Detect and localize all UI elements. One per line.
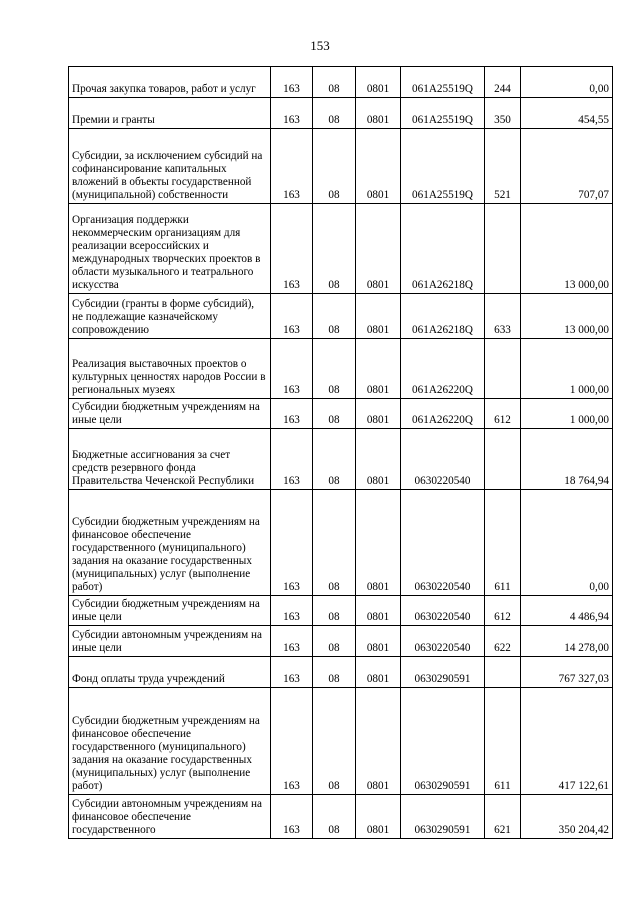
section-code: 08: [313, 626, 356, 657]
amount: 1 000,00: [521, 339, 613, 399]
section-code: 08: [313, 129, 356, 204]
subsection-code: 0801: [356, 204, 401, 294]
budget-table: [68, 66, 613, 839]
section-code: 08: [313, 429, 356, 490]
table-body: [69, 67, 613, 839]
target-article-code: 061A25519Q: [401, 67, 485, 98]
ministry-code: 163: [271, 795, 313, 839]
ministry-code: 163: [271, 204, 313, 294]
expense-type-code: 622: [485, 626, 521, 657]
table-row: [69, 67, 613, 98]
target-article-code: 0630220540: [401, 626, 485, 657]
section-code: 08: [313, 657, 356, 688]
row-description: Субсидии бюджетным учреждениям на финансовое обеспечение государственного (муниципального) задания на оказание государственных (муниципальных) услуг (выполнение работ): [69, 490, 271, 596]
section-code: 08: [313, 490, 356, 596]
section-code: 08: [313, 596, 356, 626]
ministry-code: 163: [271, 399, 313, 429]
expense-type-code: 611: [485, 490, 521, 596]
ministry-code: 163: [271, 626, 313, 657]
amount: 707,07: [521, 129, 613, 204]
table-row: [69, 98, 613, 129]
subsection-code: 0801: [356, 596, 401, 626]
expense-type-code: 612: [485, 596, 521, 626]
amount: 350 204,42: [521, 795, 613, 839]
row-description: Субсидии бюджетным учреждениям на финансовое обеспечение государственного (муниципального) задания на оказание государственных (муниципальных) услуг (выполнение работ): [69, 688, 271, 795]
ministry-code: 163: [271, 657, 313, 688]
ministry-code: 163: [271, 490, 313, 596]
ministry-code: 163: [271, 129, 313, 204]
row-description: Организация поддержки некоммерческим организациям для реализации всероссийских и международных творческих проектов в области музыкального и театрального искусства: [69, 204, 271, 294]
target-article-code: 061A26220Q: [401, 399, 485, 429]
amount: 18 764,94: [521, 429, 613, 490]
target-article-code: 0630290591: [401, 795, 485, 839]
table-row: [69, 399, 613, 429]
target-article-code: 061A25519Q: [401, 129, 485, 204]
target-article-code: 0630220540: [401, 490, 485, 596]
expense-type-code: 633: [485, 294, 521, 339]
target-article-code: 061A26220Q: [401, 339, 485, 399]
row-description: Прочая закупка товаров, работ и услуг: [69, 67, 271, 98]
row-description: Реализация выставочных проектов о культурных ценностях народов России в региональных музеях: [69, 339, 271, 399]
table-row: [69, 294, 613, 339]
subsection-code: 0801: [356, 294, 401, 339]
amount: 13 000,00: [521, 204, 613, 294]
subsection-code: 0801: [356, 688, 401, 795]
amount: 767 327,03: [521, 657, 613, 688]
table-row: [69, 596, 613, 626]
subsection-code: 0801: [356, 98, 401, 129]
ministry-code: 163: [271, 688, 313, 795]
target-article-code: 0630220540: [401, 429, 485, 490]
table-row: [69, 129, 613, 204]
section-code: 08: [313, 204, 356, 294]
amount: 0,00: [521, 67, 613, 98]
target-article-code: 0630290591: [401, 688, 485, 795]
ministry-code: 163: [271, 339, 313, 399]
section-code: 08: [313, 688, 356, 795]
expense-type-code: [485, 204, 521, 294]
target-article-code: 061A26218Q: [401, 204, 485, 294]
row-description: Субсидии, за исключением субсидий на софинансирование капитальных вложений в объекты государственной (муниципальной) собственности: [69, 129, 271, 204]
table-row: [69, 657, 613, 688]
table-row: [69, 490, 613, 596]
section-code: 08: [313, 98, 356, 129]
section-code: 08: [313, 67, 356, 98]
expense-type-code: 612: [485, 399, 521, 429]
ministry-code: 163: [271, 67, 313, 98]
target-article-code: 0630290591: [401, 657, 485, 688]
table-row: [69, 429, 613, 490]
amount: 454,55: [521, 98, 613, 129]
subsection-code: 0801: [356, 67, 401, 98]
amount: 417 122,61: [521, 688, 613, 795]
amount: 1 000,00: [521, 399, 613, 429]
row-description: Субсидии бюджетным учреждениям на иные цели: [69, 596, 271, 626]
subsection-code: 0801: [356, 490, 401, 596]
section-code: 08: [313, 339, 356, 399]
row-description: Субсидии автономным учреждениям на финансовое обеспечение государственного: [69, 795, 271, 839]
row-description: Субсидии (гранты в форме субсидий), не подлежащие казначейскому сопровождению: [69, 294, 271, 339]
ministry-code: 163: [271, 429, 313, 490]
expense-type-code: 611: [485, 688, 521, 795]
subsection-code: 0801: [356, 339, 401, 399]
table-row: [69, 795, 613, 839]
ministry-code: 163: [271, 596, 313, 626]
amount: 13 000,00: [521, 294, 613, 339]
target-article-code: 061A26218Q: [401, 294, 485, 339]
table-row: [69, 339, 613, 399]
table-row: [69, 626, 613, 657]
expense-type-code: [485, 657, 521, 688]
table-row: [69, 204, 613, 294]
subsection-code: 0801: [356, 129, 401, 204]
table-row: [69, 688, 613, 795]
expense-type-code: [485, 429, 521, 490]
row-description: Субсидии бюджетным учреждениям на иные цели: [69, 399, 271, 429]
subsection-code: 0801: [356, 399, 401, 429]
row-description: Премии и гранты: [69, 98, 271, 129]
expense-type-code: 350: [485, 98, 521, 129]
row-description: Бюджетные ассигнования за счет средств резервного фонда Правительства Чеченской Республики: [69, 429, 271, 490]
ministry-code: 163: [271, 98, 313, 129]
row-description: Фонд оплаты труда учреждений: [69, 657, 271, 688]
expense-type-code: 521: [485, 129, 521, 204]
amount: 4 486,94: [521, 596, 613, 626]
amount: 0,00: [521, 490, 613, 596]
subsection-code: 0801: [356, 795, 401, 839]
target-article-code: 061A25519Q: [401, 98, 485, 129]
section-code: 08: [313, 294, 356, 339]
subsection-code: 0801: [356, 657, 401, 688]
section-code: 08: [313, 399, 356, 429]
expense-type-code: [485, 339, 521, 399]
amount: 14 278,00: [521, 626, 613, 657]
row-description: Субсидии автономным учреждениям на иные цели: [69, 626, 271, 657]
subsection-code: 0801: [356, 626, 401, 657]
section-code: 08: [313, 795, 356, 839]
subsection-code: 0801: [356, 429, 401, 490]
expense-type-code: 621: [485, 795, 521, 839]
expense-type-code: 244: [485, 67, 521, 98]
ministry-code: 163: [271, 294, 313, 339]
page-number: 153: [310, 38, 330, 53]
target-article-code: 0630220540: [401, 596, 485, 626]
